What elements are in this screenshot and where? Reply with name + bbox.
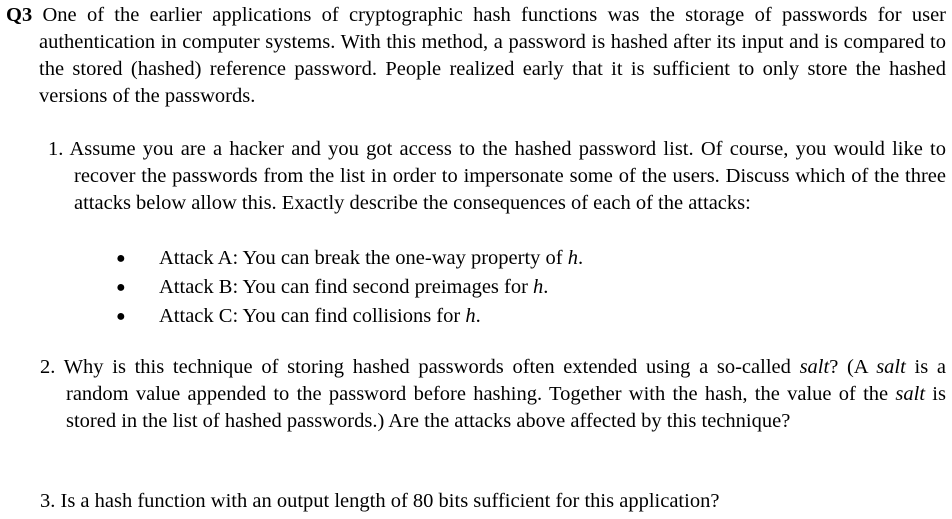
hash-variable: h [465, 305, 476, 327]
attack-c-end: . [475, 305, 481, 327]
subquestion-1-number: 1. [48, 138, 64, 160]
subquestion-2 [40, 354, 946, 435]
subquestion-2-text-part4: is stored in the list of hashed passwords.) Are the attacks above affected by this technique? [66, 383, 946, 432]
salt-term: salt [799, 356, 830, 378]
attack-a-end: . [578, 247, 584, 269]
subquestion-1 [48, 136, 946, 217]
attack-a-label: Attack A: You can break the one-way property of [159, 247, 568, 269]
attack-b-end: . [543, 276, 549, 298]
subquestion-2-text-part2: ? (A [829, 356, 877, 378]
subquestion-3 [40, 488, 946, 515]
hash-variable: h [533, 276, 544, 298]
salt-term: salt [895, 383, 926, 405]
salt-term: salt [876, 356, 906, 378]
attack-c-label: Attack C: You can find collisions for [159, 305, 466, 327]
question-paragraph [6, 2, 946, 110]
bullet-icon: ● [116, 250, 126, 267]
question-text: One of the earlier applications of cryptographic hash functions was the storage of passwords for user authentication in computer systems. With this method, a password is hashed after its input and is compared to the stored (hashed) reference password. People realized early that it is sufficient to only store the hashed versions of the passwords. [39, 4, 946, 107]
bullet-icon: ● [116, 279, 126, 296]
attack-b-text [159, 273, 548, 302]
bullet-icon: ● [116, 308, 126, 325]
question-number: Q3 [6, 4, 33, 26]
subquestion-2-number: 2. [40, 356, 56, 378]
subquestion-2-text-part1: Why is this technique of storing hashed passwords often extended using a so-called [63, 356, 800, 378]
hash-variable: h [567, 247, 578, 269]
subquestion-2-text-part3: is a random value appended to the password before hashing. Together with the hash, the value of the [66, 356, 946, 405]
attack-b-label: Attack B: You can find second preimages for [159, 276, 534, 298]
attack-a-text [159, 244, 583, 273]
subquestion-3-text: Is a hash function with an output length of 80 bits sufficient for this application? [60, 490, 720, 512]
subquestion-1-text: Assume you are a hacker and you got access to the hashed password list. Of course, you would like to recover the passwords from the list in order to impersonate some of the users. Discuss which of the three attacks below allow this. Exactly describe the consequences of each of the attacks: [69, 138, 947, 214]
attack-c-text [159, 302, 481, 331]
subquestion-3-number: 3. [40, 490, 56, 512]
